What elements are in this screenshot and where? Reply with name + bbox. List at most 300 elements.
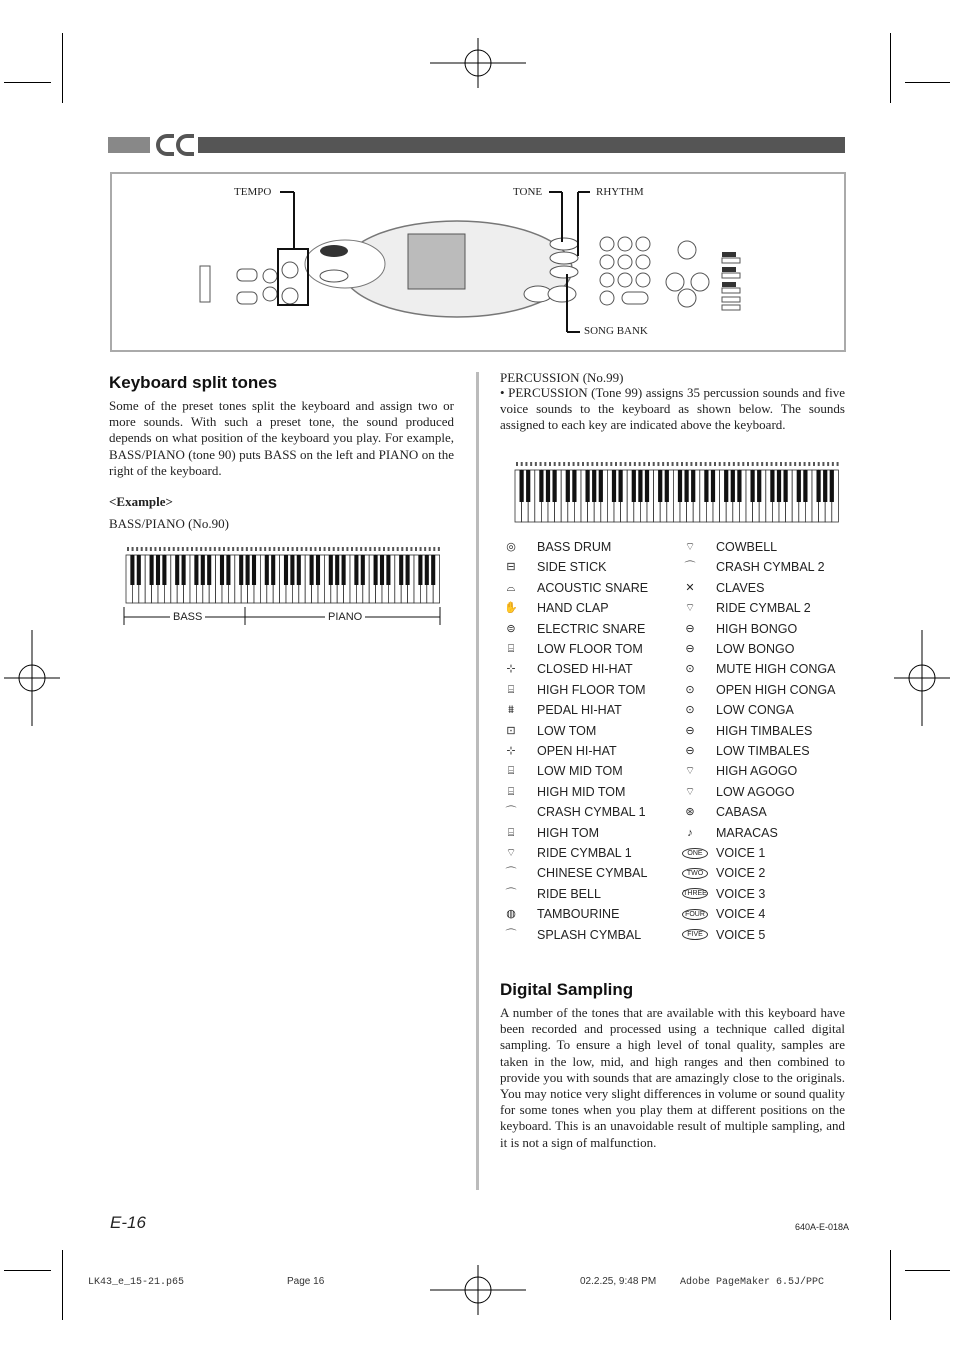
header-band-ornament bbox=[156, 134, 174, 156]
percussion-sound-label: VOICE 3 bbox=[716, 886, 766, 901]
key-marker bbox=[738, 462, 740, 466]
open-hi-hat-icon: ⊹ bbox=[506, 745, 516, 757]
key-marker bbox=[141, 547, 143, 551]
black-key bbox=[399, 555, 403, 585]
key-marker bbox=[374, 547, 376, 551]
percussion-list-item bbox=[682, 557, 825, 577]
percussion-list-item bbox=[503, 721, 596, 741]
footer-page: Page 16 bbox=[287, 1276, 325, 1287]
key-marker bbox=[639, 462, 641, 466]
percussion-list-item bbox=[503, 884, 601, 904]
key-marker bbox=[544, 462, 546, 466]
key-marker bbox=[648, 462, 650, 466]
key-marker bbox=[568, 462, 570, 466]
percussion-sound-label: PEDAL HI-HAT bbox=[537, 703, 622, 718]
ride-bell-icon: ⌒ bbox=[505, 887, 517, 900]
black-key bbox=[226, 555, 230, 585]
black-key bbox=[137, 555, 141, 585]
key-marker bbox=[278, 547, 280, 551]
key-marker bbox=[747, 462, 749, 466]
black-key bbox=[418, 555, 422, 585]
key-marker bbox=[378, 547, 380, 551]
key-marker bbox=[406, 547, 408, 551]
key-marker bbox=[145, 547, 147, 551]
black-key bbox=[830, 470, 834, 502]
cabasa-icon: ⊛ bbox=[685, 806, 695, 819]
key-marker bbox=[365, 547, 367, 551]
percussion-sound-label: MARACAS bbox=[716, 825, 778, 840]
black-key bbox=[335, 555, 339, 585]
percussion-list-item bbox=[503, 782, 625, 802]
percussion-list-item bbox=[682, 578, 764, 598]
crop-mark bbox=[4, 82, 51, 83]
black-key bbox=[638, 470, 642, 502]
black-key bbox=[539, 470, 543, 502]
key-marker bbox=[818, 462, 820, 466]
percussion-sound-label: HAND CLAP bbox=[537, 601, 609, 616]
percussion-list-item bbox=[503, 925, 641, 945]
key-marker bbox=[695, 462, 697, 466]
example-label: <Example> bbox=[109, 494, 173, 509]
percussion-sound-label: RIDE CYMBAL 2 bbox=[716, 601, 811, 616]
key-marker bbox=[582, 462, 584, 466]
percussion-list-item bbox=[503, 537, 611, 557]
footer-date: 02.2.25, 9:48 PM bbox=[580, 1276, 657, 1287]
black-key bbox=[572, 470, 576, 502]
percussion-sound-label: TAMBOURINE bbox=[537, 907, 620, 922]
footer-filename: LK43_e_15-21.p65 bbox=[88, 1277, 185, 1288]
black-key bbox=[431, 555, 435, 585]
keyboard-split-body: Some of the preset tones split the keyboard and assign two or more sounds. With such a preset tone, the sound produced depends on what position of the keyboard you play. For example, BASS/PIANO (tone 90) puts BASS on the left and PIANO on the right of the keyboard. bbox=[109, 398, 454, 478]
percussion-sound-label: HIGH MID TOM bbox=[537, 784, 626, 799]
percussion-list-item bbox=[503, 904, 619, 924]
black-key bbox=[310, 555, 314, 585]
column-divider bbox=[476, 372, 479, 1190]
percussion-sound-label: HIGH AGOGO bbox=[716, 764, 798, 779]
key-marker bbox=[282, 547, 284, 551]
key-marker bbox=[808, 462, 810, 466]
key-marker bbox=[733, 462, 735, 466]
key-marker bbox=[761, 462, 763, 466]
black-key bbox=[632, 470, 636, 502]
percussion-list-item bbox=[682, 537, 777, 557]
black-key bbox=[552, 470, 556, 502]
black-key bbox=[342, 555, 346, 585]
black-key bbox=[797, 470, 801, 502]
key-marker bbox=[269, 547, 271, 551]
key-marker bbox=[667, 462, 669, 466]
key-marker bbox=[397, 547, 399, 551]
key-marker bbox=[223, 547, 225, 551]
percussion-sound-label: SPLASH CYMBAL bbox=[537, 927, 642, 942]
key-marker bbox=[549, 462, 551, 466]
key-marker bbox=[601, 462, 603, 466]
percussion-list-item bbox=[682, 639, 794, 659]
black-key bbox=[316, 555, 320, 585]
key-marker bbox=[629, 462, 631, 466]
percussion-sound-label: HIGH FLOOR TOM bbox=[537, 682, 646, 697]
percussion-list-item bbox=[682, 680, 835, 700]
percussion-list-item bbox=[682, 802, 767, 822]
percussion-sound-label: COWBELL bbox=[716, 540, 778, 554]
registration-target-bottom bbox=[430, 1265, 526, 1315]
voice-three-icon: THREE bbox=[683, 890, 707, 898]
split-label-bass: BASS bbox=[170, 611, 205, 623]
low-floor-tom-icon: ⌸ bbox=[507, 643, 515, 655]
key-marker bbox=[714, 462, 716, 466]
key-marker bbox=[173, 547, 175, 551]
key-marker bbox=[388, 547, 390, 551]
black-key bbox=[284, 555, 288, 585]
key-marker bbox=[342, 547, 344, 551]
key-marker bbox=[241, 547, 243, 551]
key-marker bbox=[383, 547, 385, 551]
key-marker bbox=[690, 462, 692, 466]
key-marker bbox=[369, 547, 371, 551]
high-floor-tom-icon: ⌸ bbox=[507, 683, 515, 696]
black-key bbox=[194, 555, 198, 585]
key-marker bbox=[415, 547, 417, 551]
key-marker bbox=[591, 462, 593, 466]
key-marker bbox=[250, 547, 252, 551]
key-marker bbox=[392, 547, 394, 551]
example-tone: BASS/PIANO (No.90) bbox=[109, 516, 229, 531]
key-marker bbox=[813, 462, 815, 466]
key-marker bbox=[634, 462, 636, 466]
percussion-list-item bbox=[682, 761, 797, 781]
black-key bbox=[329, 555, 333, 585]
key-marker bbox=[305, 547, 307, 551]
key-marker bbox=[328, 547, 330, 551]
black-key bbox=[618, 470, 622, 502]
key-marker bbox=[540, 462, 542, 466]
black-key bbox=[658, 470, 662, 502]
acoustic-snare-icon: ⌓ bbox=[506, 581, 516, 594]
key-marker bbox=[615, 462, 617, 466]
key-marker bbox=[429, 547, 431, 551]
key-marker bbox=[264, 547, 266, 551]
key-marker bbox=[766, 462, 768, 466]
percussion-list-item bbox=[682, 823, 778, 843]
black-key bbox=[265, 555, 269, 585]
key-marker bbox=[756, 462, 758, 466]
key-marker bbox=[273, 547, 275, 551]
tempo-callout: TEMPO bbox=[234, 186, 272, 198]
key-marker bbox=[164, 547, 166, 551]
low-timbales-icon: ⊖ bbox=[685, 745, 695, 757]
document-code: 640A-E-018A bbox=[795, 1222, 850, 1232]
key-marker bbox=[742, 462, 744, 466]
crop-mark bbox=[62, 1250, 63, 1320]
percussion-list-item bbox=[503, 598, 609, 618]
percussion-sound-label: CLAVES bbox=[716, 580, 765, 595]
percussion-sound-label: HIGH TIMBALES bbox=[716, 723, 813, 738]
percussion-list-item bbox=[503, 619, 645, 639]
split-label-piano: PIANO bbox=[325, 611, 365, 623]
black-key bbox=[803, 470, 807, 502]
registration-target-top bbox=[430, 38, 526, 88]
black-key bbox=[130, 555, 134, 585]
crop-mark bbox=[905, 82, 950, 83]
crop-mark bbox=[905, 1270, 950, 1271]
key-marker bbox=[255, 547, 257, 551]
page-number: E-16 bbox=[110, 1213, 146, 1232]
key-marker bbox=[752, 462, 754, 466]
chinese-cymbal-icon: ⌒ bbox=[505, 867, 517, 880]
black-key bbox=[156, 555, 160, 585]
crop-mark bbox=[890, 1250, 891, 1320]
footer-app: Adobe PageMaker 6.5J/PPC bbox=[680, 1277, 825, 1288]
black-key bbox=[823, 470, 827, 502]
key-marker bbox=[558, 462, 560, 466]
black-key bbox=[374, 555, 378, 585]
black-key bbox=[757, 470, 761, 502]
key-marker bbox=[705, 462, 707, 466]
black-key bbox=[678, 470, 682, 502]
percussion-sound-label: CLOSED HI-HAT bbox=[537, 662, 633, 677]
high-agogo-icon: ⌔ bbox=[684, 765, 696, 778]
percussion-list-item bbox=[503, 578, 648, 598]
percussion-list-item bbox=[682, 925, 765, 945]
registration-target-left bbox=[4, 630, 60, 726]
key-marker bbox=[214, 547, 216, 551]
key-marker bbox=[132, 547, 134, 551]
black-key bbox=[665, 470, 669, 502]
black-key bbox=[297, 555, 301, 585]
bass-drum-icon: ◎ bbox=[506, 541, 516, 553]
key-marker bbox=[228, 547, 230, 551]
black-key bbox=[585, 470, 589, 502]
voice-five-icon: FIVE bbox=[682, 929, 708, 940]
black-key bbox=[684, 470, 688, 502]
black-key bbox=[361, 555, 365, 585]
black-key bbox=[750, 470, 754, 502]
key-marker bbox=[246, 547, 248, 551]
percussion-list-item bbox=[682, 659, 835, 679]
percussion-list-item bbox=[682, 598, 811, 618]
key-marker bbox=[346, 547, 348, 551]
tone-callout: TONE bbox=[513, 186, 543, 198]
low-agogo-icon: ⌔ bbox=[684, 785, 696, 798]
black-key bbox=[182, 555, 186, 585]
ride-cymbal-1-icon: ⌔ bbox=[505, 847, 517, 859]
key-marker bbox=[771, 462, 773, 466]
key-marker bbox=[260, 547, 262, 551]
key-marker bbox=[789, 462, 791, 466]
percussion-list-item bbox=[503, 843, 632, 863]
percussion-sound-label: MUTE HIGH CONGA bbox=[716, 662, 836, 677]
percussion-sound-label: CRASH CYMBAL 2 bbox=[716, 560, 825, 575]
pedal-hi-hat-icon: ⩩ bbox=[508, 704, 514, 717]
percussion-sound-label: LOW AGOGO bbox=[716, 784, 795, 799]
key-marker bbox=[723, 462, 725, 466]
key-marker bbox=[837, 462, 839, 466]
percussion-sound-label: LOW BONGO bbox=[716, 642, 795, 656]
rhythm-callout: RHYTHM bbox=[596, 186, 644, 198]
percussion-sound-label: VOICE 1 bbox=[716, 846, 766, 860]
key-marker bbox=[700, 462, 702, 466]
black-key bbox=[546, 470, 550, 502]
percussion-sound-label: LOW FLOOR TOM bbox=[537, 642, 643, 656]
key-marker bbox=[596, 462, 598, 466]
percussion-sound-label: LOW MID TOM bbox=[537, 764, 623, 779]
digital-sampling-heading: Digital Sampling bbox=[500, 980, 634, 999]
header-band bbox=[108, 137, 845, 153]
mute-high-conga-icon: ⊙ bbox=[685, 663, 695, 676]
percussion-list-item bbox=[503, 802, 646, 822]
key-marker bbox=[676, 462, 678, 466]
key-marker bbox=[794, 462, 796, 466]
key-marker bbox=[719, 462, 721, 466]
percussion-list-item bbox=[682, 721, 812, 741]
key-marker bbox=[324, 547, 326, 551]
key-marker bbox=[337, 547, 339, 551]
percussion-list-item bbox=[503, 761, 623, 781]
black-key bbox=[246, 555, 250, 585]
key-marker bbox=[319, 547, 321, 551]
key-marker bbox=[314, 547, 316, 551]
key-marker bbox=[804, 462, 806, 466]
closed-hi-hat-icon: ⊹ bbox=[506, 663, 516, 676]
key-marker bbox=[150, 547, 152, 551]
percussion-list-item bbox=[503, 557, 606, 577]
key-marker bbox=[516, 462, 518, 466]
percussion-keyboard-diagram bbox=[513, 456, 843, 524]
maracas-icon: ♪ bbox=[687, 826, 693, 839]
key-marker bbox=[333, 547, 335, 551]
percussion-list-item bbox=[682, 904, 765, 924]
crop-mark bbox=[62, 33, 63, 103]
ride-cymbal-2-icon: ⌔ bbox=[684, 602, 696, 615]
black-key bbox=[271, 555, 275, 585]
black-key bbox=[704, 470, 708, 502]
key-marker bbox=[356, 547, 358, 551]
high-tom-icon: ⌸ bbox=[507, 826, 515, 839]
percussion-sound-label: VOICE 4 bbox=[716, 907, 766, 922]
key-marker bbox=[624, 462, 626, 466]
black-key bbox=[783, 470, 787, 502]
black-key bbox=[645, 470, 649, 502]
crop-mark bbox=[4, 1270, 51, 1271]
black-key bbox=[731, 470, 735, 502]
black-key bbox=[386, 555, 390, 585]
percussion-list-item bbox=[503, 700, 622, 720]
percussion-sound-label: VOICE 2 bbox=[716, 866, 766, 881]
key-marker bbox=[154, 547, 156, 551]
key-marker bbox=[672, 462, 674, 466]
percussion-list-item bbox=[503, 741, 617, 761]
percussion-list-item bbox=[682, 884, 765, 904]
percussion-list-item bbox=[682, 741, 810, 761]
key-marker bbox=[168, 547, 170, 551]
percussion-sound-label: RIDE BELL bbox=[537, 886, 601, 901]
key-marker bbox=[686, 462, 688, 466]
percussion-list-item bbox=[682, 619, 797, 639]
header-band-tab bbox=[108, 137, 152, 153]
key-marker bbox=[292, 547, 294, 551]
key-marker bbox=[775, 462, 777, 466]
low-mid-tom-icon: ⌸ bbox=[507, 765, 515, 778]
key-marker bbox=[191, 547, 193, 551]
percussion-sound-label: LOW TOM bbox=[537, 723, 597, 738]
key-marker bbox=[433, 547, 435, 551]
key-marker bbox=[521, 462, 523, 466]
key-marker bbox=[351, 547, 353, 551]
key-marker bbox=[709, 462, 711, 466]
key-marker bbox=[827, 462, 829, 466]
digital-sampling-body: A number of the tones that are available with this keyboard have been recorded and processed using a technique called digital sampling. To ensure a high level of tonal quality, samples are taken in the low, mid, and high ranges and then combined to provide you with sounds that are amazingly close to the originals. You may notice very slight differences in volume or sound quality for some tones when you play them at different positions on the keyboard. This is an unavoidable result of multiple sampling, and it is not a sign of malfunction. bbox=[500, 1005, 845, 1150]
claves-icon: ✕ bbox=[685, 581, 695, 594]
control-panel-illustration bbox=[110, 172, 846, 352]
key-marker bbox=[200, 547, 202, 551]
key-marker bbox=[287, 547, 289, 551]
key-marker bbox=[610, 462, 612, 466]
voice-four-icon: FOUR bbox=[682, 909, 708, 920]
key-marker bbox=[799, 462, 801, 466]
black-key bbox=[150, 555, 154, 585]
tambourine-icon: ◍ bbox=[506, 908, 516, 921]
key-marker bbox=[643, 462, 645, 466]
key-marker bbox=[573, 462, 575, 466]
key-marker bbox=[525, 462, 527, 466]
percussion-sound-label: SIDE STICK bbox=[537, 560, 607, 575]
key-marker bbox=[554, 462, 556, 466]
black-key bbox=[816, 470, 820, 502]
black-key bbox=[354, 555, 358, 585]
key-marker bbox=[587, 462, 589, 466]
key-marker bbox=[438, 547, 440, 551]
key-marker bbox=[159, 547, 161, 551]
black-key bbox=[425, 555, 429, 585]
black-key bbox=[220, 555, 224, 585]
key-marker bbox=[410, 547, 412, 551]
key-marker bbox=[301, 547, 303, 551]
percussion-sound-label: CRASH CYMBAL 1 bbox=[537, 805, 646, 820]
key-marker bbox=[780, 462, 782, 466]
percussion-title: PERCUSSION (No.99) bbox=[500, 370, 624, 385]
percussion-sound-label: ELECTRIC SNARE bbox=[537, 621, 646, 636]
black-key bbox=[239, 555, 243, 585]
black-key bbox=[770, 470, 774, 502]
key-marker bbox=[136, 547, 138, 551]
black-key bbox=[599, 470, 603, 502]
electric-snare-icon: ⊜ bbox=[506, 622, 516, 635]
keyboard-split-heading: Keyboard split tones bbox=[109, 373, 278, 392]
key-marker bbox=[832, 462, 834, 466]
key-marker bbox=[401, 547, 403, 551]
high-bongo-icon: ⊖ bbox=[685, 622, 695, 635]
key-marker bbox=[237, 547, 239, 551]
percussion-body: • PERCUSSION (Tone 99) assigns 35 percussion sounds and five voice sounds to the keyboard as shown below. The sounds assigned to each key are indicated above the keyboard. bbox=[500, 385, 845, 433]
header-band-ornament bbox=[176, 134, 194, 156]
percussion-sound-label: HIGH BONGO bbox=[716, 621, 798, 636]
percussion-list-item bbox=[503, 659, 633, 679]
percussion-sound-label: LOW CONGA bbox=[716, 703, 794, 718]
percussion-sound-label: VOICE 5 bbox=[716, 927, 766, 942]
key-marker bbox=[360, 547, 362, 551]
percussion-list-item bbox=[503, 863, 647, 883]
crop-mark bbox=[890, 33, 891, 103]
crash-cymbal-1-icon: ⌒ bbox=[505, 806, 517, 819]
key-marker bbox=[785, 462, 787, 466]
percussion-list-item bbox=[503, 823, 599, 843]
key-marker bbox=[209, 547, 211, 551]
voice-two-icon: TWO bbox=[682, 868, 708, 879]
high-timbales-icon: ⊖ bbox=[685, 724, 695, 737]
black-key bbox=[691, 470, 695, 502]
key-marker bbox=[420, 547, 422, 551]
black-key bbox=[566, 470, 570, 502]
